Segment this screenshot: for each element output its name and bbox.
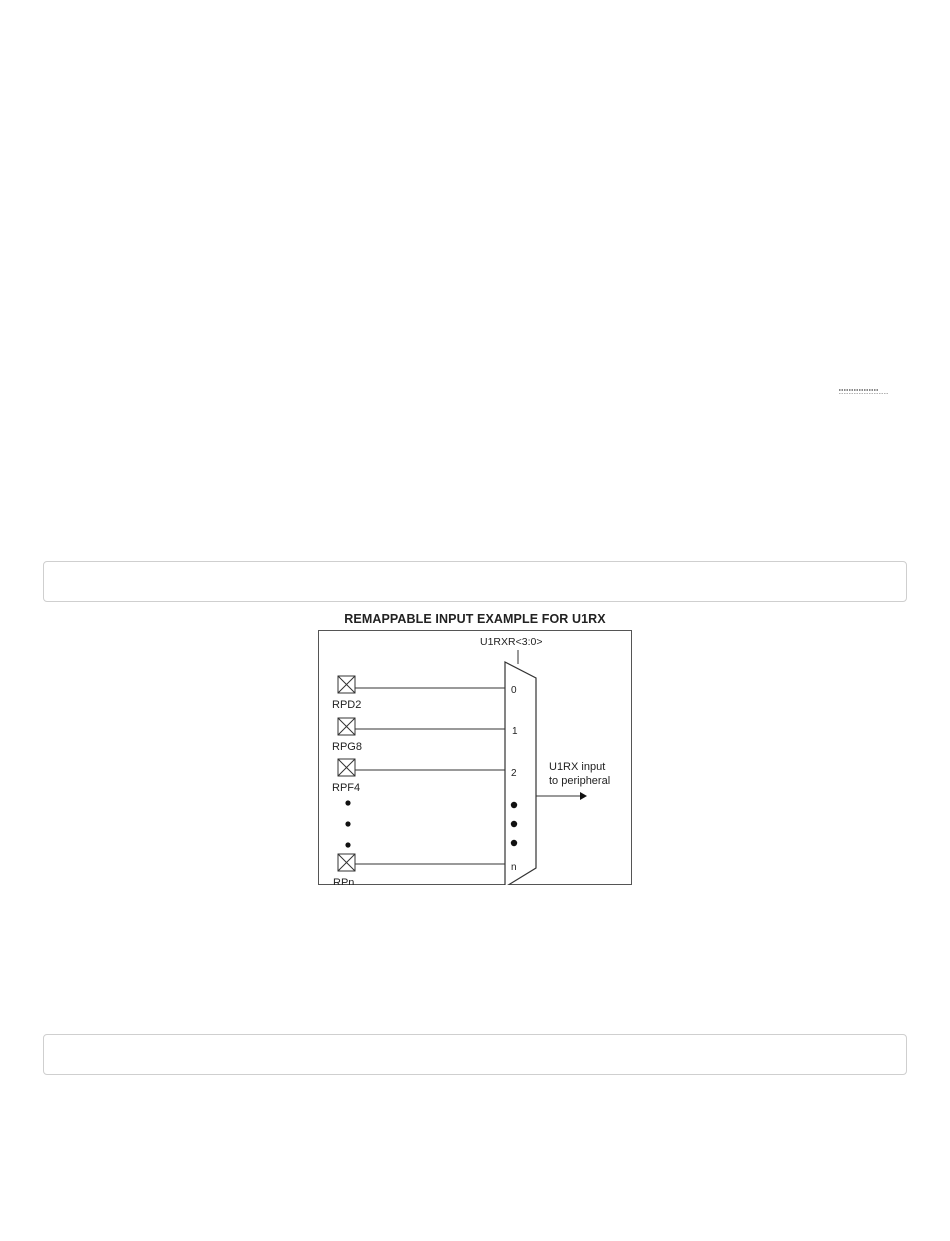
mux-input-1-label: 1 (512, 726, 518, 737)
pin-rpn-label: RPn (333, 877, 355, 885)
output-arrowhead (580, 792, 587, 800)
pin-rpg8-label: RPG8 (332, 741, 362, 753)
content-box-top (43, 561, 907, 602)
remappable-input-figure (318, 611, 632, 885)
pin-rpg8 (332, 718, 505, 753)
mux-input-2-label: 2 (511, 768, 517, 779)
mux-dot (511, 821, 517, 827)
pin-dot (345, 800, 350, 805)
pin-rpf4 (332, 759, 505, 794)
dotted-link-icon (839, 388, 889, 396)
pin-dot (345, 842, 350, 847)
pin-rpd2-label: RPD2 (332, 699, 362, 711)
link-mark[interactable] (839, 383, 889, 391)
mux-diagram (318, 630, 632, 885)
pin-dot (345, 821, 350, 826)
multiplexer (505, 662, 536, 885)
select-label: U1RXR<3:0> (480, 636, 543, 648)
output-label-line1: U1RX input (549, 761, 606, 773)
output-label-line2: to peripheral (549, 775, 611, 787)
mux-dot (511, 802, 517, 808)
figure-title: REMAPPABLE INPUT EXAMPLE FOR U1RX (344, 612, 606, 626)
mux-dot (511, 840, 517, 846)
pin-rpd2 (332, 676, 505, 711)
mux-input-0-label: 0 (511, 685, 517, 696)
content-box-bottom (43, 1034, 907, 1075)
pin-rpn (333, 854, 505, 885)
mux-input-n-label: n (511, 862, 517, 873)
pin-rpf4-label: RPF4 (332, 782, 361, 794)
